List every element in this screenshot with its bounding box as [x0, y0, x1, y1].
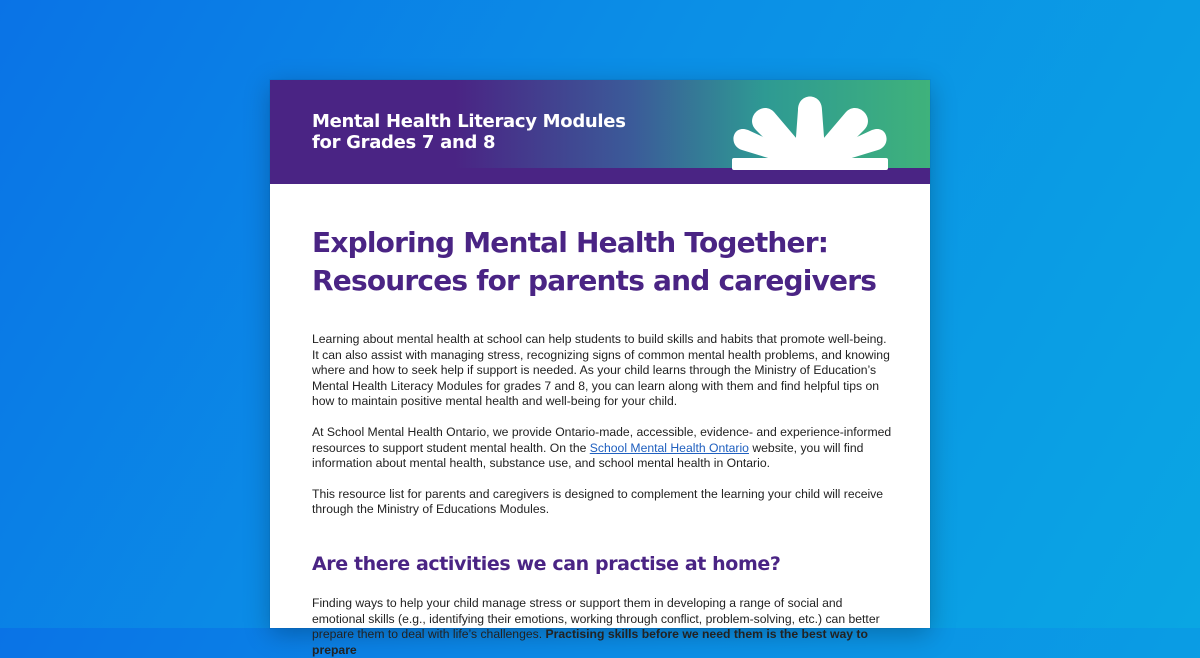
document-page [270, 80, 930, 657]
smho-paragraph-text-after: website, you will find information about mental health, substance use, and school mental health in Ontario. [312, 440, 864, 471]
document-title-line2: Resources for parents and caregivers [312, 264, 877, 297]
document-content [312, 224, 892, 658]
banner-title [312, 111, 672, 153]
document-title-line1: Exploring Mental Health Together: [312, 226, 829, 259]
activities-paragraph [312, 596, 892, 658]
resource-list-paragraph: This resource list for parents and caregivers is designed to complement the learning your child will receive through the Ministry of Educations Modules. [312, 486, 884, 517]
section-heading: Are there activities we can practise at home? [312, 552, 781, 575]
school-mental-health-ontario-link[interactable]: School Mental Health Ontario [589, 440, 749, 455]
intro-paragraph: Learning about mental health at school can help students to build skills and habits that promote well-being. It can also assist with managing stress, recognizing signs of common mental health problems, and knowing where and how to seek help if support is needed. As your child learns through the Ministry of Education’s Mental Health Literacy Modules for grades 7 and 8, you can learn along with them and find helpful tips on how to maintain positive mental health and well-being for your child. [312, 332, 890, 409]
document-title [312, 224, 892, 300]
activities-paragraph-text: Finding ways to help your child manage stress or support them in developing a range of social and emotional skills (e.g., identifying their emotions, working through conflict, problem-solving, etc.) can better prepare them to deal with life’s challenges. [312, 595, 880, 642]
smho-paragraph [312, 425, 892, 472]
banner-title-line1: Mental Health Literacy Modules [312, 111, 626, 132]
banner-title-line2: for Grades 7 and 8 [312, 132, 496, 153]
header-banner [270, 80, 930, 184]
banner-stripe [270, 168, 930, 184]
activities-paragraph-bold-text: Practising skills before we need them is the best way to prepare [312, 627, 868, 657]
smho-paragraph-text-before: At School Mental Health Ontario, we provide Ontario-made, accessible, evidence- and experience-informed resources to support student mental health. On the [312, 424, 892, 455]
school-mental-health-ontario-logo-icon [730, 88, 890, 170]
